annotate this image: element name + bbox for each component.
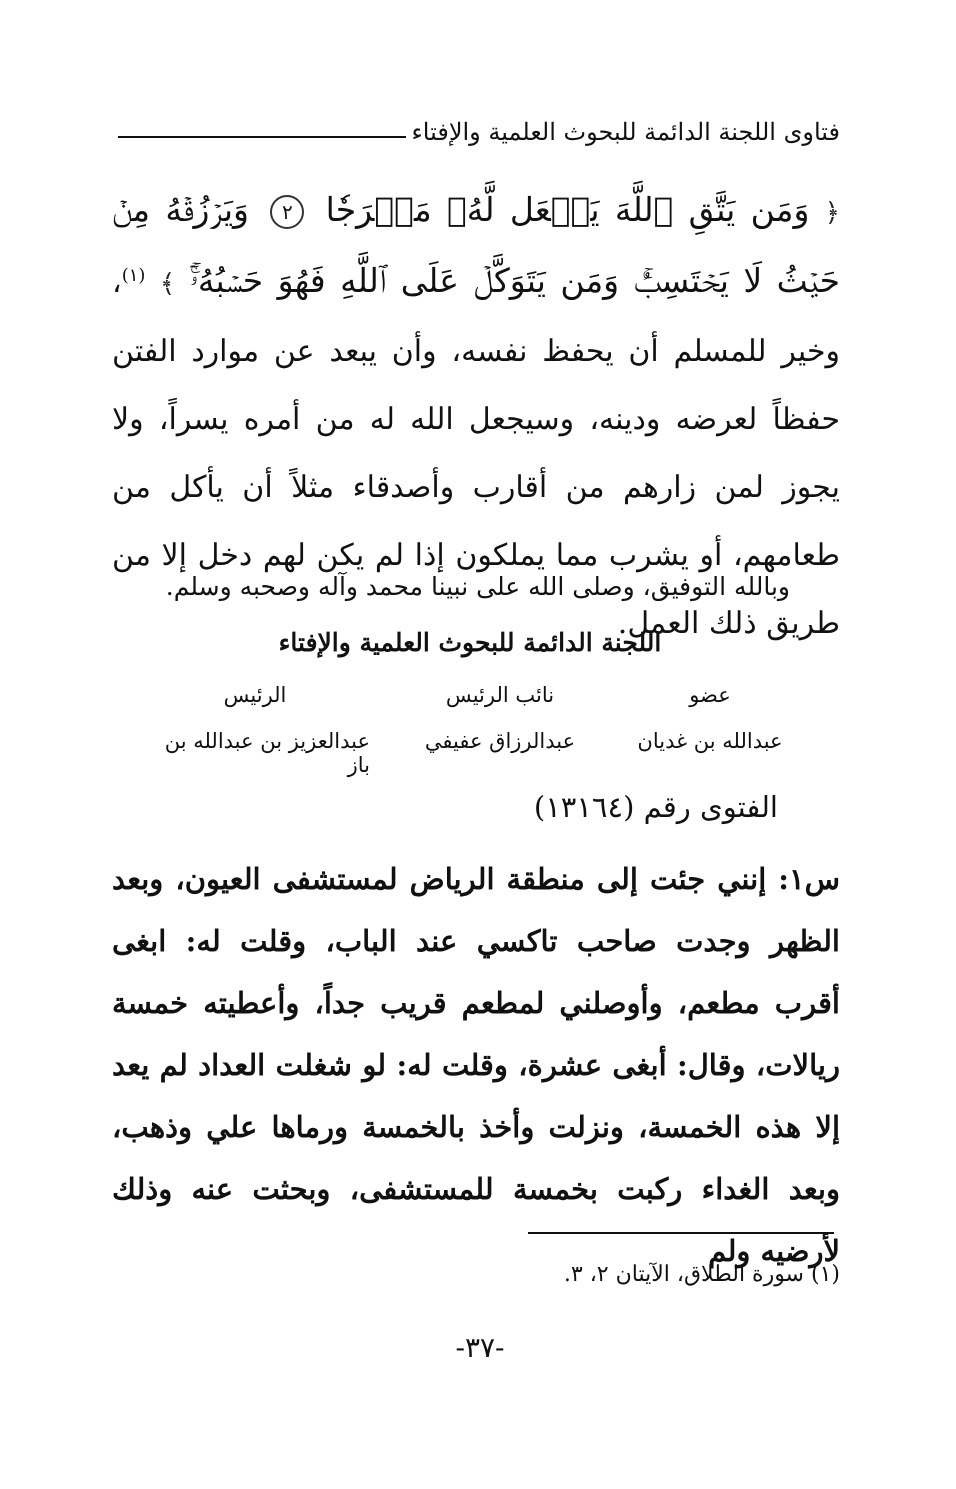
- signatory-deputy: [400, 683, 600, 769]
- ornate-bracket-open: ﴿: [824, 198, 840, 228]
- fatwa-number: الفتوى رقم (١٣١٦٤): [533, 790, 778, 824]
- ornate-bracket-close: ﴾: [159, 269, 176, 299]
- closing-line: وبالله التوفيق، وصلى الله على نبينا محمد وآله وصحبه وسلم.: [165, 572, 790, 601]
- verse-part-2: وَيَرۡزُقۡهُ مِنۡ حَيۡثُ لَا يَحۡتَسِبُۚ وَمَن يَتَوَكَّلۡ عَلَى ٱللَّهِ فَهُوَ حَسۡبُهُۥٓۚ: [112, 190, 840, 300]
- committee-title: اللجنة الدائمة للبحوث العلمية والإفتاء: [278, 628, 662, 657]
- body-text: ، وخير للمسلم أن يحفظ نفسه، وأن يبعد عن موارد الفتن حفظاً لعرضه ودينه، وسيجعل الله له من أمره يسراً، ولا يجوز لمن زارهم من أقارب وأصدقاء مثلاً أن يأكل من طعامهم، أو يشرب مما يملكون إذا لم يكن لهم دخل إلا من طريق ذلك العمل.: [112, 265, 841, 641]
- quran-verse: [112, 190, 840, 300]
- signatory-name: عبدالله بن غديان: [637, 729, 783, 753]
- header-rule: [118, 136, 406, 138]
- question-text: س١: إنني جئت إلى منطقة الرياض لمستشفى العيون، وبعد الظهر وجدت صاحب تاكسي عند الباب، وقلت له: ابغى أقرب مطعم، وأوصلني لمطعم قريب جداً، وأعطيته خمسة ريالات، وقال: أبغى عشرة، وقلت له: لو شغلت العداد لم يعد إلا هذه الخمسة، ونزلت وأخذ بالخمسة ورماها علي وذهب، وبعد الغداء ركبت بخمسة للمستشفى، وبحثت عنه وذلك لأرضيه ولم: [112, 862, 840, 1268]
- verse-part-1: وَمَن يَتَّقِ ٱللَّهَ يَجۡعَل لَّهُۥ مَخۡرَجٗا: [325, 190, 810, 229]
- signatory-role: عضو: [689, 683, 731, 707]
- signatory-name: عبدالرزاق عفيفي: [424, 729, 576, 753]
- page-number: -٣٧-: [455, 1331, 505, 1364]
- signatory-name: عبدالعزيز بن عبدالله بن باز: [164, 729, 370, 777]
- signatures: [140, 683, 790, 777]
- running-title: فتاوى اللجنة الدائمة للبحوث العلمية والإفتاء: [411, 118, 840, 146]
- footnote: (١) سورة الطلاق، الآيتان ٢، ٣.: [563, 1262, 840, 1287]
- footnote-reference: (١): [121, 265, 146, 286]
- running-header: [118, 112, 840, 152]
- verse-number-marker: ٢: [270, 195, 304, 229]
- signatory-role: نائب الرئيس: [445, 683, 555, 707]
- signatory-role: الرئيس: [223, 683, 287, 707]
- signatory-member: [630, 683, 790, 769]
- signatory-president: [140, 683, 370, 777]
- footnote-rule: [528, 1232, 834, 1234]
